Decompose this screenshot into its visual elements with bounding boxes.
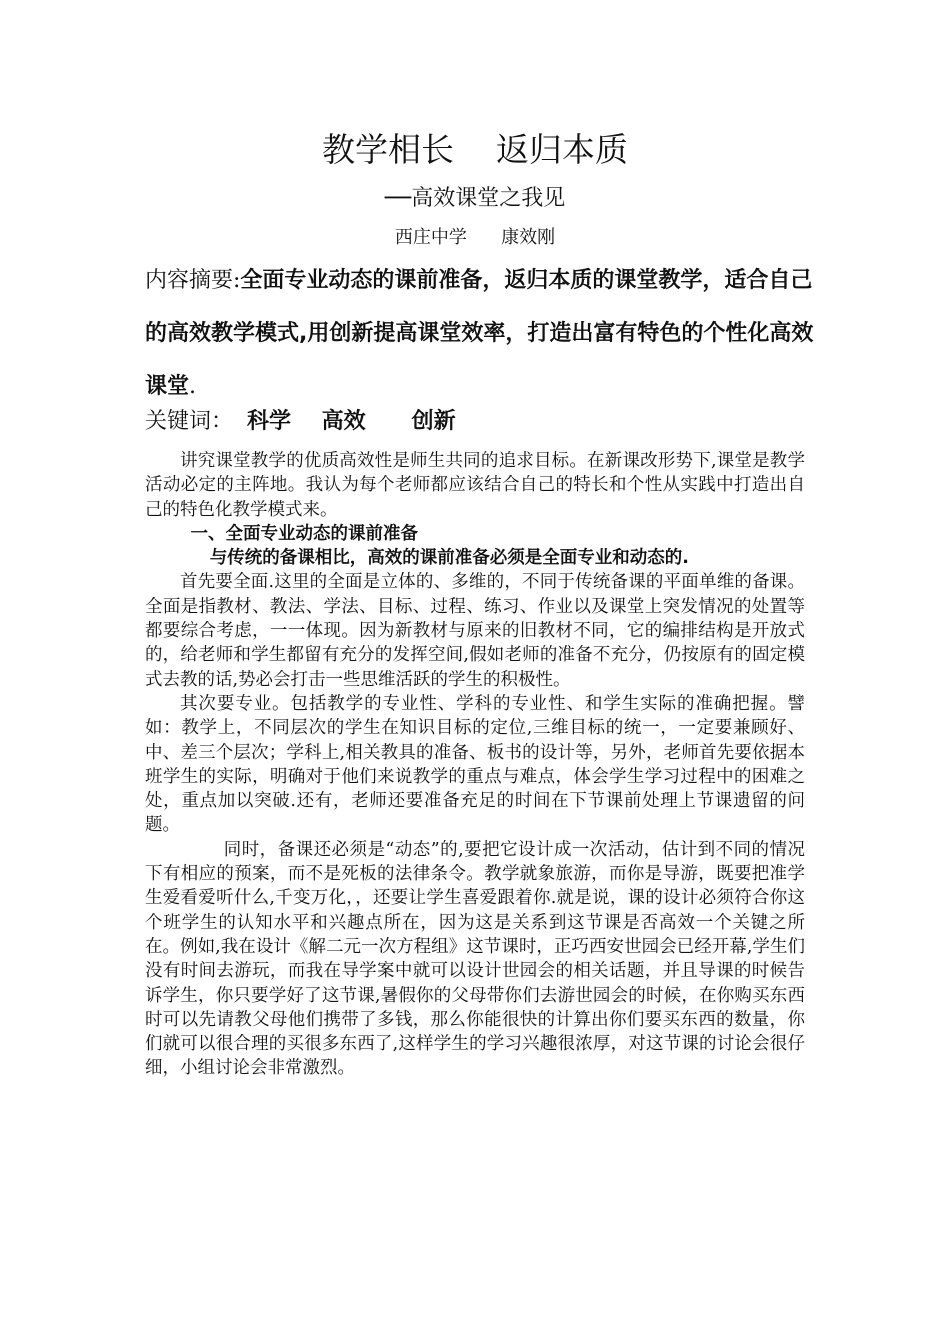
intro-paragraph: 讲究课堂教学的优质高效性是师生共同的追求目标。在新课改形势下,课堂是教学活动必定的主阵地。我认为每个老师都应该结合自己的特长和个性从实践中打造出自己的特色化教学模式来。 <box>145 451 805 520</box>
paragraph-dynamic: 同时，备课还必须是“动态”的,要把它设计成一次活动，估计到不同的情况下有相应的预案，而不是死板的法律条令。教学就象旅游，而你是导游，既要把准学生爱看爱听什么,千变万化，，还要让学生喜爱跟着你.就是说，课的设计必须符合你这个班学生的认知水平和兴趣点所在，因为这是关系到这节课是否高效一个关键之所在。例如,我在设计《解二元一次方程组》这节课时，正巧西安世园会已经开幕,学生们没有时间去游玩，而我在导学案中就可以设计世园会的相关话题，并且导课的时候告诉学生，你只要学好了这节课,暑假你的父母带你们去游世园会的时候，在你购买东西时可以先请教父母他们携带了多钱，那么你能很快的计算出你们要买东西的数量，你们就可以很合理的买很多东西了,这样学生的学习兴趣很浓厚，对这节课的讨论会很仔细，小组讨论会非常激烈。 <box>145 839 805 1079</box>
abstract <box>145 254 815 413</box>
section-heading-1: 一、全面专业动态的课前准备 <box>190 523 418 544</box>
keywords <box>145 405 815 439</box>
document-title: 教学相长 返归本质 <box>322 130 628 169</box>
abstract-content: 全面专业动态的课前准备，返归本质的课堂教学，适合自己的高效教学模式,用创新提高课堂效率，打造出富有特色的个性化高效课堂 <box>145 268 814 399</box>
document-body <box>145 449 805 1081</box>
keywords-terms: 科学 高效 创新 <box>247 409 456 434</box>
document-subtitle: ──高效课堂之我见 <box>384 186 566 211</box>
abstract-end: . <box>189 374 197 399</box>
keywords-label: 关键词： <box>145 409 247 434</box>
section-lead-paragraph: 与传统的备课相比，高效的课前准备必须是全面专业和动态的. <box>209 548 689 569</box>
author-line: 西庄中学 康效刚 <box>394 227 556 248</box>
paragraph-comprehensive: 首先要全面.这里的全面是立体的、多维的，不同于传统备课的平面单维的备课。全面是指教材、教法、学法、目标、过程、练习、作业以及课堂上突发情况的处置等都要综合考虑，一一体现。因为新教材与原来的旧教材不同，它的编排结构是开放式的，给老师和学生都留有充分的发挥空间,假如老师的准备不充分，仍按原有的固定模式去教的话,势必会打击一些思维活跃的学生的积极性。 <box>145 572 805 690</box>
abstract-label: 内容摘要: <box>145 268 241 293</box>
paragraph-professional: 其次要专业。包括教学的专业性、学科的专业性、和学生实际的准确把握。譬如：教学上，不同层次的学生在知识目标的定位,三维目标的统一，一定要兼顾好、中、差三个层次；学科上,相关教具的准备、板书的设计等，另外，老师首先要依据本班学生的实际，明确对于他们来说教学的重点与难点，体会学生学习过程中的困难之处，重点加以突破.还有，老师还要准备充足的时间在下节课前处理上节课遗留的问题。 <box>145 693 805 836</box>
